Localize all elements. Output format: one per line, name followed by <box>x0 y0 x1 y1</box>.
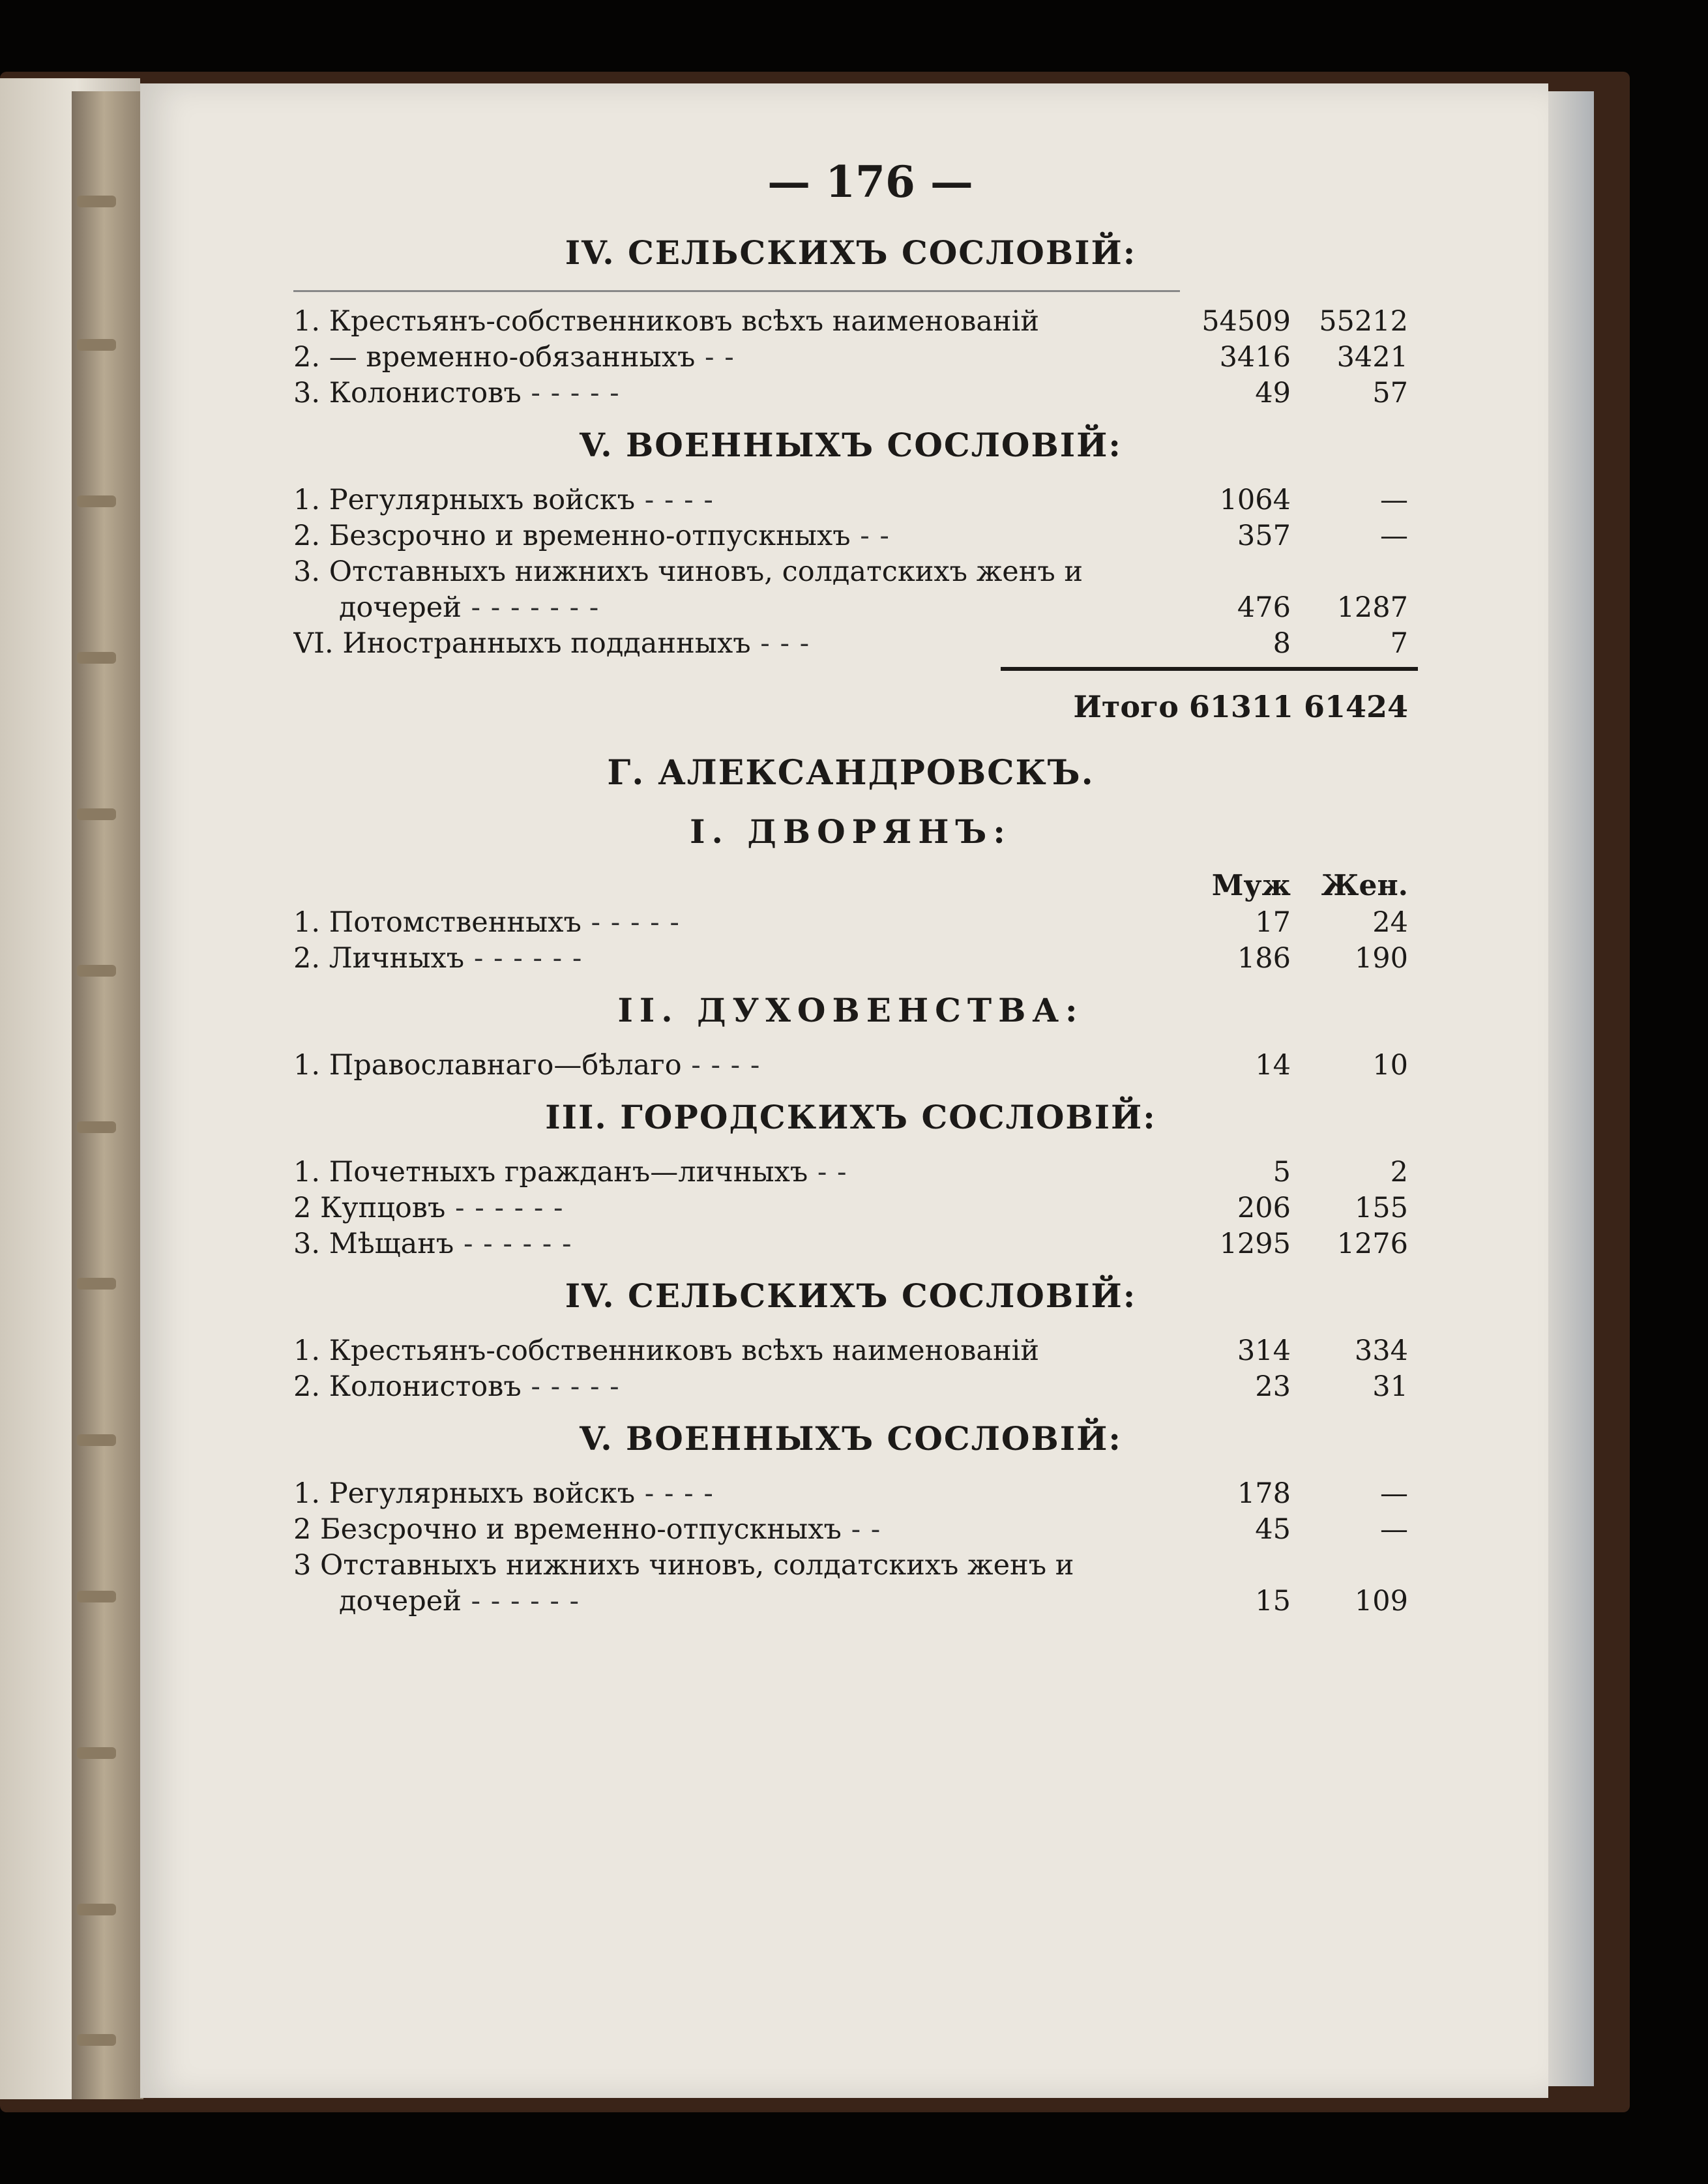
male-value: 3416 <box>1219 341 1291 374</box>
male-value: 45 <box>1255 1513 1291 1546</box>
table-row <box>293 1584 1408 1619</box>
row-label: 2. — временно-обязанныхъ - - <box>293 341 735 374</box>
binding-stitch <box>77 1121 116 1133</box>
table-row <box>293 905 1408 941</box>
row-label: 3. Мѣщанъ - - - - - - <box>293 1228 572 1260</box>
female-value: 57 <box>1372 377 1408 409</box>
row-label: 2. Колонистовъ - - - - - <box>293 1370 620 1403</box>
table-row <box>293 1369 1408 1405</box>
table-row <box>293 590 1408 626</box>
male-value: 1295 <box>1219 1228 1291 1260</box>
table-row <box>293 1476 1408 1512</box>
section-title: II. ДУХОВЕНСТВА: <box>617 991 1084 1029</box>
female-value: 55212 <box>1319 305 1408 338</box>
binding-stitch <box>77 1434 116 1446</box>
female-value: — <box>1380 484 1408 516</box>
section-title: V. ВОЕННЫХЪ СОСЛОВІЙ: <box>580 1419 1122 1458</box>
table-rows <box>293 1476 1408 1548</box>
column-header <box>293 869 1408 902</box>
binding-stitch <box>77 339 116 351</box>
table-row <box>293 1226 1408 1262</box>
section-title: I. ДВОРЯНЪ: <box>690 812 1012 851</box>
binding-stitch <box>77 652 116 664</box>
row-label: 2 Купцовъ - - - - - - <box>293 1192 564 1224</box>
row-label: 1. Потомственныхъ - - - - - <box>293 906 680 939</box>
male-value: 15 <box>1255 1585 1291 1617</box>
binding-stitch <box>77 1278 116 1290</box>
female-value: 155 <box>1354 1192 1408 1224</box>
male-value: 476 <box>1237 591 1291 624</box>
table-row <box>293 1512 1408 1548</box>
row-label: 2. Безсрочно и временно-отпускныхъ - - <box>293 520 890 552</box>
table-row <box>293 1333 1408 1369</box>
female-value: 24 <box>1372 906 1408 939</box>
female-value: 190 <box>1354 942 1408 975</box>
female-value: 334 <box>1354 1335 1408 1367</box>
binding-stitch <box>77 808 116 820</box>
female-value: 3421 <box>1336 341 1408 374</box>
page-number: — 176 — <box>767 156 973 207</box>
table-rows <box>293 905 1408 977</box>
row-label: 1. Крестьянъ-собственниковъ всѣхъ наименованій <box>293 1335 1040 1367</box>
female-value: 10 <box>1372 1049 1408 1082</box>
table-row <box>293 304 1408 340</box>
female-value: 109 <box>1354 1585 1408 1617</box>
total-line: Итого 61311 61424 <box>1073 689 1408 724</box>
table-rows <box>293 1048 1408 1084</box>
table-row <box>293 482 1408 518</box>
row-label: 3 Отставныхъ нижнихъ чиновъ, солдатскихъ женъ и <box>293 1549 1074 1582</box>
row-label: 1. Православнаго—бѣлаго - - - - <box>293 1049 761 1082</box>
male-value: 49 <box>1255 377 1291 409</box>
row-label: 3. Отставныхъ нижнихъ чиновъ, солдатскихъ женъ и <box>293 555 1083 588</box>
divider <box>293 290 1180 292</box>
male-column-header: Муж <box>1211 869 1291 902</box>
male-value: 314 <box>1237 1335 1291 1367</box>
male-value: 17 <box>1255 906 1291 939</box>
book-binding <box>72 91 143 2099</box>
row-label: 1. Регулярныхъ войскъ - - - - <box>293 1477 714 1510</box>
female-value: 31 <box>1372 1370 1408 1403</box>
table-rows <box>293 1155 1408 1262</box>
male-value: 5 <box>1273 1156 1291 1188</box>
female-value: 7 <box>1390 627 1408 660</box>
male-value: 14 <box>1255 1049 1291 1082</box>
table-rows <box>293 304 1408 411</box>
row-label: 1. Регулярныхъ войскъ - - - - <box>293 484 714 516</box>
table-row <box>293 554 1408 590</box>
page-content <box>293 156 1408 1619</box>
table-row <box>293 376 1408 411</box>
table-row <box>293 1155 1408 1190</box>
row-label: дочерей - - - - - - <box>339 1585 580 1617</box>
binding-stitch <box>77 1747 116 1759</box>
female-value: — <box>1380 520 1408 552</box>
page-stack-edge <box>1548 91 1594 2086</box>
male-value: 23 <box>1255 1370 1291 1403</box>
female-value: 2 <box>1390 1156 1408 1188</box>
total-divider <box>1001 667 1418 671</box>
row-label: 1. Почетныхъ гражданъ—личныхъ - - <box>293 1156 847 1188</box>
male-value: 178 <box>1237 1477 1291 1510</box>
binding-stitch <box>77 1904 116 1915</box>
table-rows <box>293 482 1408 554</box>
table-rows <box>293 1333 1408 1405</box>
binding-stitch <box>77 196 116 207</box>
city-heading: Г. АЛЕКСАНДРОВСКЪ. <box>607 753 1095 793</box>
male-value: 1064 <box>1219 484 1291 516</box>
male-value: 54509 <box>1201 305 1291 338</box>
male-value: 206 <box>1237 1192 1291 1224</box>
binding-stitch <box>77 965 116 977</box>
table-row <box>293 1548 1408 1584</box>
table-row <box>293 626 1408 662</box>
male-value: 186 <box>1237 942 1291 975</box>
row-label: 2. Личныхъ - - - - - - <box>293 942 583 975</box>
female-value: — <box>1380 1477 1408 1510</box>
table-row <box>293 1190 1408 1226</box>
binding-stitch <box>77 495 116 507</box>
female-column-header: Жен. <box>1321 869 1408 902</box>
section-title: IV. СЕЛЬСКИХЪ СОСЛОВІЙ: <box>565 1276 1137 1315</box>
male-value: 357 <box>1237 520 1291 552</box>
female-value: 1287 <box>1336 591 1408 624</box>
female-value: 1276 <box>1336 1228 1408 1260</box>
table-row <box>293 518 1408 554</box>
row-label: 1. Крестьянъ-собственниковъ всѣхъ наименованій <box>293 305 1040 338</box>
male-value: 8 <box>1273 627 1291 660</box>
section-title: IV. СЕЛЬСКИХЪ СОСЛОВІЙ: <box>565 233 1137 272</box>
binding-stitch <box>77 1591 116 1602</box>
row-label: VI. Иностранныхъ подданныхъ - - - <box>293 627 810 660</box>
row-label: дочерей - - - - - - - <box>339 591 600 624</box>
female-value: — <box>1380 1513 1408 1546</box>
table-row <box>293 340 1408 376</box>
binding-stitch <box>77 2034 116 2046</box>
table-row <box>293 941 1408 977</box>
section-title: V. ВОЕННЫХЪ СОСЛОВІЙ: <box>580 426 1122 464</box>
row-label: 3. Колонистовъ - - - - - <box>293 377 620 409</box>
row-label: 2 Безсрочно и временно-отпускныхъ - - <box>293 1513 881 1546</box>
table-row <box>293 1048 1408 1084</box>
section-title: III. ГОРОДСКИХЪ СОСЛОВІЙ: <box>545 1098 1156 1136</box>
